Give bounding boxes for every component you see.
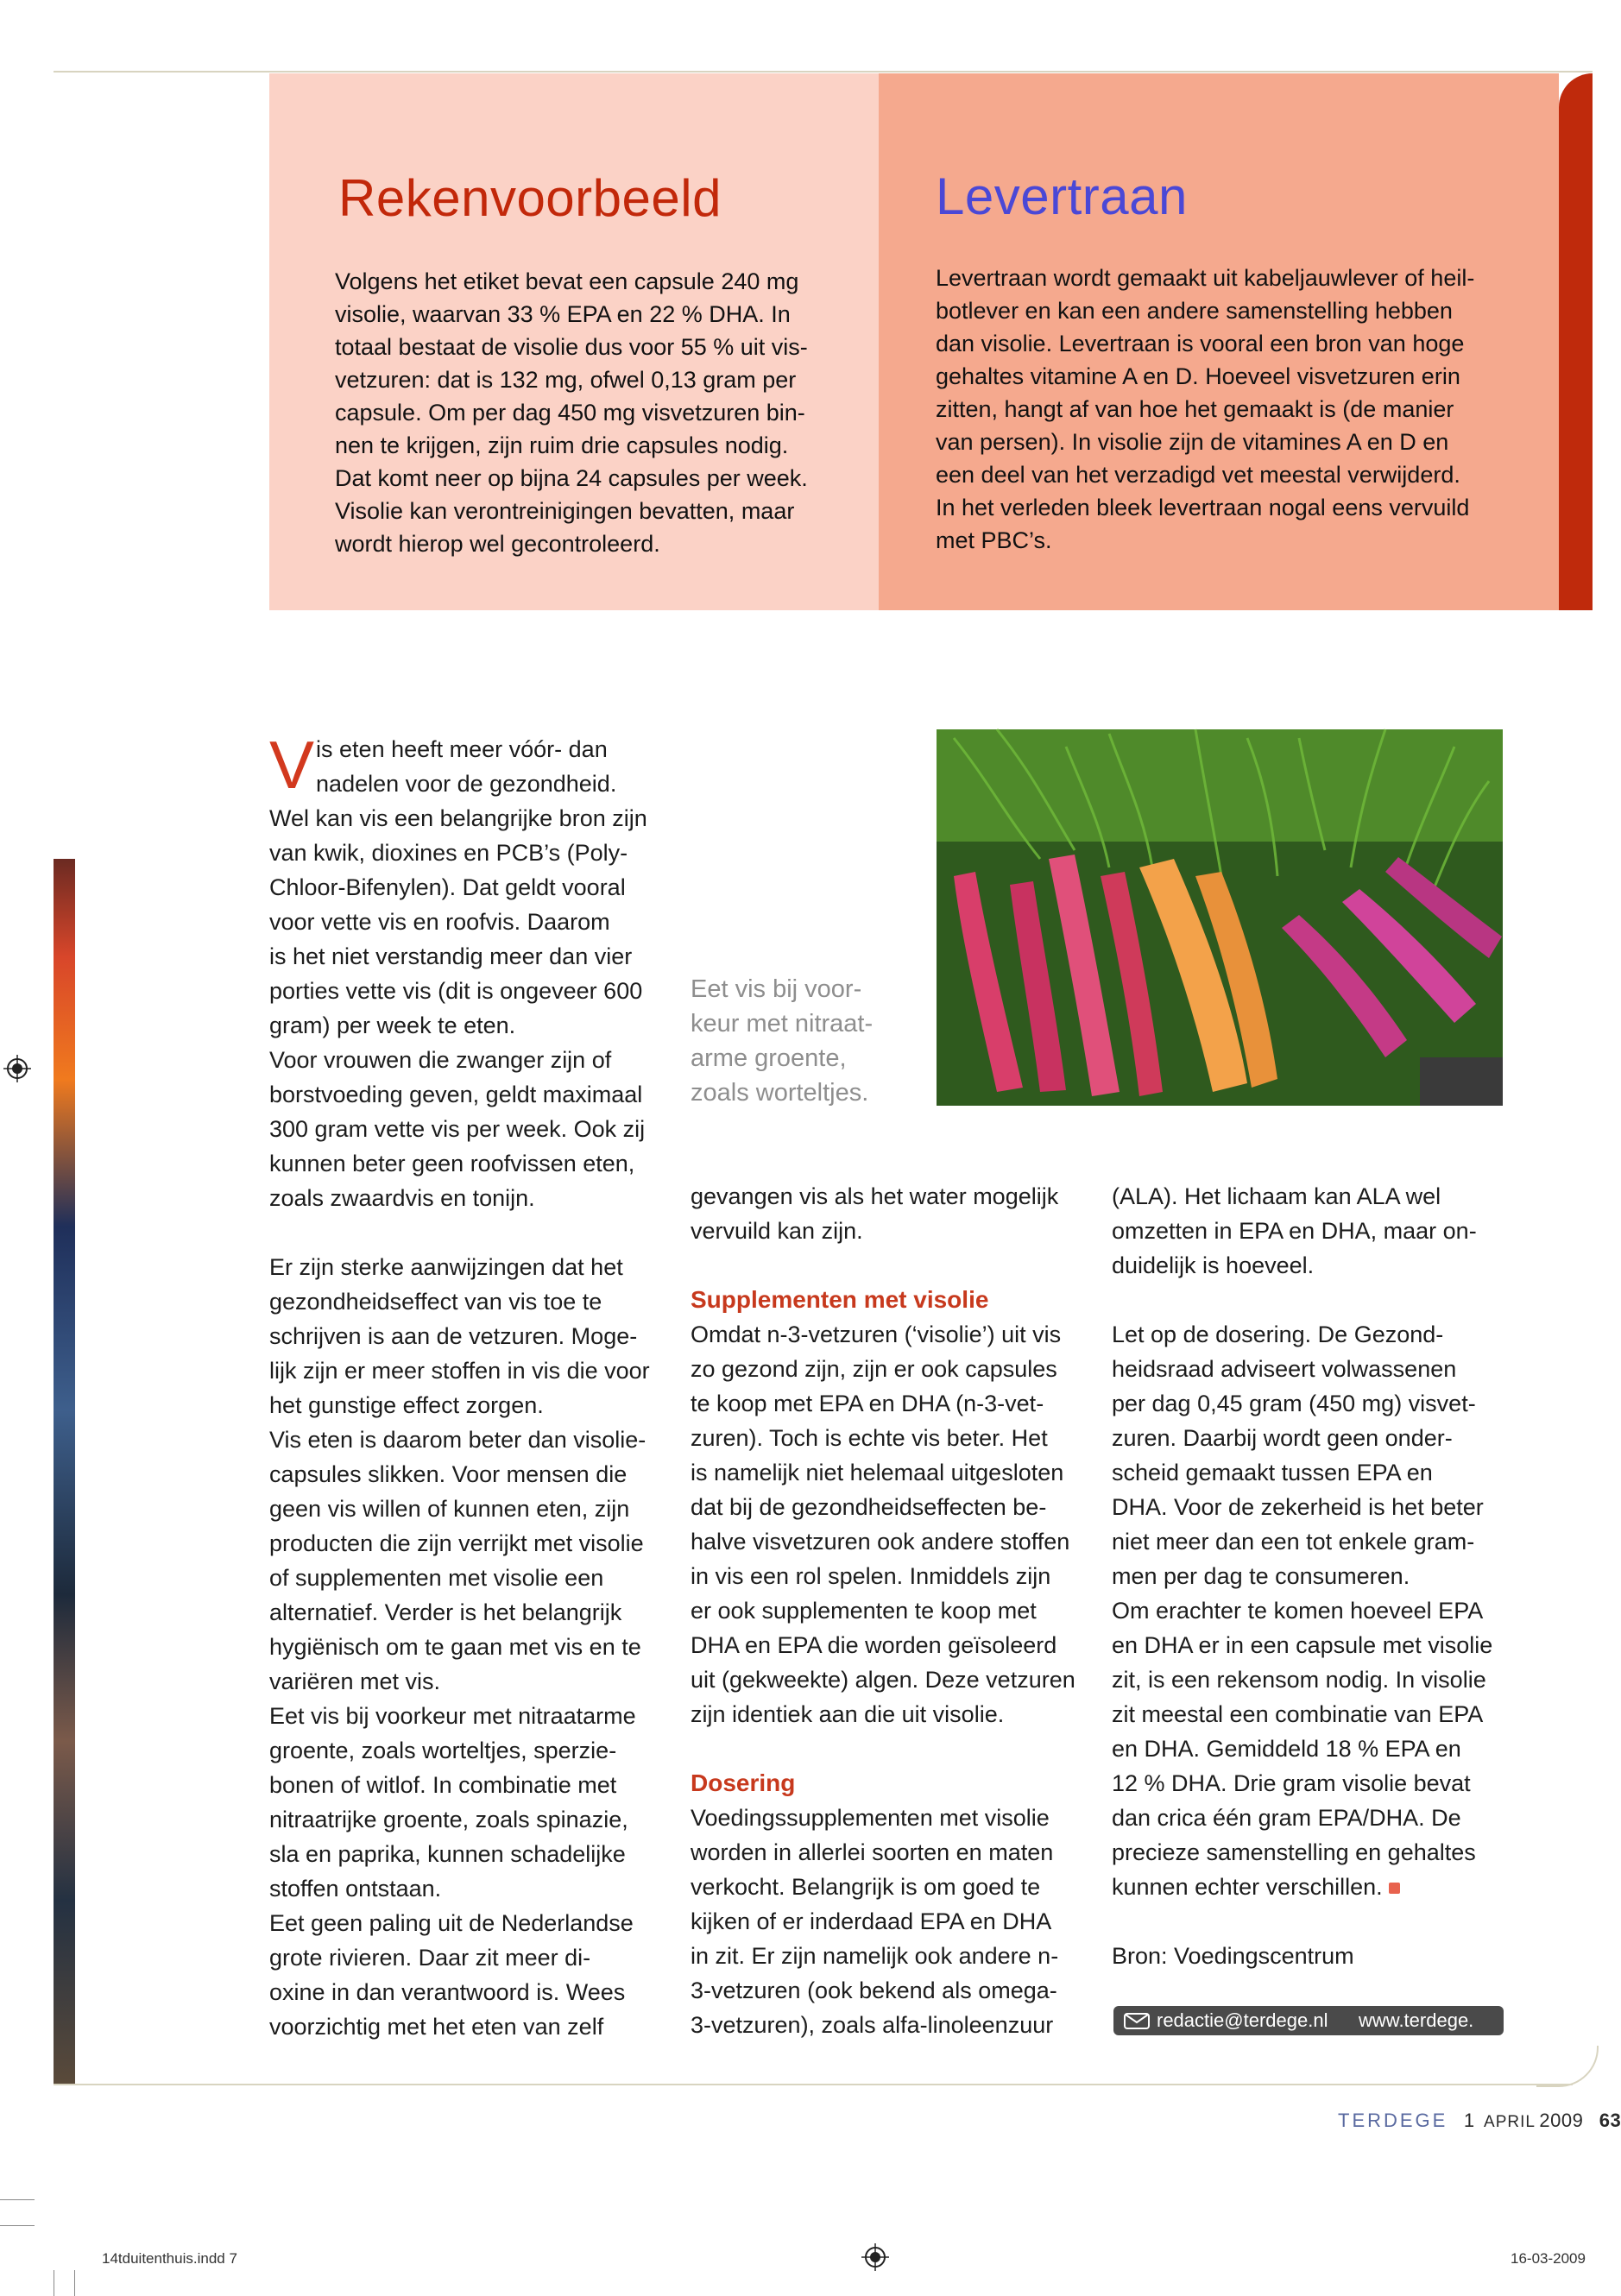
text-line: 300 gram vette vis per week. Ook zij bbox=[269, 1116, 646, 1142]
box-line: Levertraan wordt gemaakt uit kabeljauwlever of heil- bbox=[936, 265, 1475, 291]
carrots-photo bbox=[937, 729, 1503, 1106]
footer-curve bbox=[1536, 2046, 1599, 2087]
text-line: lijk zijn er meer stoffen in vis die voor bbox=[269, 1358, 650, 1384]
page-number: 63 bbox=[1599, 2110, 1621, 2131]
website-link[interactable]: www.terdege. bbox=[1359, 2009, 1474, 2031]
box-line: visolie, waarvan 33 % EPA en 22 % DHA. In bbox=[335, 301, 791, 327]
text-line: nitraatrijke groente, zoals spinazie, bbox=[269, 1807, 628, 1832]
text-line: zuren. Daarbij wordt geen onder- bbox=[1112, 1425, 1453, 1451]
text-line: stoffen ontstaan. bbox=[269, 1876, 442, 1902]
red-edge-tab bbox=[1559, 73, 1593, 610]
text-line: precieze samenstelling en gehaltes bbox=[1112, 1839, 1476, 1865]
box-line: zitten, hangt af van hoe het gemaakt is (de manier bbox=[936, 396, 1454, 422]
text-line bbox=[1112, 1870, 1526, 1904]
text-line: Wel kan vis een belangrijke bron zijn bbox=[269, 805, 647, 831]
text-line: DHA. Voor de zekerheid is het beter bbox=[1112, 1494, 1484, 1520]
text-line: Voor vrouwen die zwanger zijn of bbox=[269, 1047, 612, 1073]
subhead-dosering: Dosering bbox=[691, 1769, 796, 1796]
text-line: gevangen vis als het water mogelijk bbox=[691, 1183, 1059, 1209]
text-line: dat bij de gezondheidseffecten be- bbox=[691, 1494, 1047, 1520]
levertraan-box bbox=[879, 73, 1559, 610]
text-line: het gunstige effect zorgen. bbox=[269, 1392, 544, 1418]
pull-quote-line: Eet vis bij voor- bbox=[691, 975, 862, 1003]
text-line: variëren met vis. bbox=[269, 1668, 441, 1694]
text-line: per dag 0,45 gram (450 mg) visvet- bbox=[1112, 1391, 1476, 1416]
text-line: gezondheidseffect van vis toe te bbox=[269, 1289, 602, 1315]
text-line: in zit. Er zijn namelijk ook andere n- bbox=[691, 1943, 1059, 1969]
pull-quote-line: keur met nitraat- bbox=[691, 1010, 874, 1038]
text-line: bonen of witlof. In combinatie met bbox=[269, 1772, 617, 1798]
text-line: zit, is een rekensom nodig. In visolie bbox=[1112, 1667, 1486, 1693]
text-line: is het niet verstandig meer dan vier bbox=[269, 943, 633, 969]
text-line-inner: kunnen echter verschillen. bbox=[1112, 1874, 1383, 1900]
text-line: DHA en EPA die worden geïsoleerd bbox=[691, 1632, 1057, 1658]
box-line: In het verleden bleek levertraan nogal eens vervuild bbox=[936, 495, 1470, 520]
levertraan-body bbox=[936, 262, 1540, 557]
text-line: voorzichtig met het eten van zelf bbox=[269, 2014, 604, 2040]
text-line: zoals zwaardvis en tonijn. bbox=[269, 1185, 535, 1211]
text-line: Omdat n-3-vetzuren (‘visolie’) uit vis bbox=[691, 1321, 1062, 1347]
drop-cap: V bbox=[269, 727, 315, 803]
text-line: gram) per week te eten. bbox=[269, 1012, 516, 1038]
box-line: vetzuren: dat is 132 mg, ofwel 0,13 gram per bbox=[335, 367, 797, 393]
top-rule bbox=[54, 71, 1593, 73]
subhead-supplementen: Supplementen met visolie bbox=[691, 1286, 989, 1313]
box-line: wordt hierop wel gecontroleerd. bbox=[335, 531, 660, 557]
text-line: groente, zoals worteltjes, sperzie- bbox=[269, 1738, 617, 1763]
text-line: in vis een rol spelen. Inmiddels zijn bbox=[691, 1563, 1051, 1589]
text-line: zuren). Toch is echte vis beter. Het bbox=[691, 1425, 1048, 1451]
text-line: is namelijk niet helemaal uitgesloten bbox=[691, 1460, 1064, 1485]
text-line: Eet geen paling uit de Nederlandse bbox=[269, 1910, 634, 1936]
magazine-name: TERDEGE bbox=[1338, 2110, 1448, 2131]
text-line: Let op de dosering. De Gezond- bbox=[1112, 1321, 1444, 1347]
footer-rule bbox=[54, 2084, 1573, 2085]
box-line: dan visolie. Levertraan is vooral een bron van hoge bbox=[936, 331, 1465, 356]
text-line: borstvoeding geven, geldt maximaal bbox=[269, 1082, 643, 1107]
pull-quote-line: zoals worteltjes. bbox=[691, 1079, 869, 1107]
rekenvoorbeeld-body bbox=[335, 265, 861, 560]
text-line: Er zijn sterke aanwijzingen dat het bbox=[269, 1254, 623, 1280]
contact-bar bbox=[1113, 2006, 1504, 2035]
end-mark-icon bbox=[1389, 1883, 1400, 1894]
text-line: voor vette vis en roofvis. Daarom bbox=[269, 909, 610, 935]
text-line: van kwik, dioxines en PCB’s (Poly- bbox=[269, 840, 628, 866]
box-line: een deel van het verzadigd vet meestal verwijderd. bbox=[936, 462, 1460, 488]
text-line: hygiënisch om te gaan met vis en te bbox=[269, 1634, 641, 1660]
rekenvoorbeeld-box bbox=[269, 73, 879, 610]
pull-quote-line: arme groente, bbox=[691, 1044, 847, 1072]
crop-mark bbox=[0, 2225, 35, 2226]
text-line: Chloor-Bifenylen). Dat geldt vooral bbox=[269, 874, 626, 900]
levertraan-title: Levertraan bbox=[936, 167, 1188, 225]
pull-quote bbox=[691, 972, 889, 1110]
text-line: dan crica één gram EPA/DHA. De bbox=[1112, 1805, 1461, 1831]
text-line: niet meer dan een tot enkele gram- bbox=[1112, 1529, 1475, 1555]
text-line: Vis eten is daarom beter dan visolie- bbox=[269, 1427, 647, 1453]
text-line: vervuild kan zijn. bbox=[691, 1218, 863, 1244]
adjacent-page-strip bbox=[54, 859, 75, 2085]
box-line: nen te krijgen, zijn ruim drie capsules nodig. bbox=[335, 432, 789, 458]
text-line: er ook supplementen te koop met bbox=[691, 1598, 1037, 1624]
text-line: te koop met EPA en DHA (n-3-vet- bbox=[691, 1391, 1044, 1416]
text-line: halve visvetzuren ook andere stoffen bbox=[691, 1529, 1070, 1555]
box-line: botlever en kan een andere samenstelling hebben bbox=[936, 298, 1453, 324]
text-line: producten die zijn verrijkt met visolie bbox=[269, 1530, 644, 1556]
text-line: (ALA). Het lichaam kan ALA wel bbox=[1112, 1183, 1441, 1209]
text-line: worden in allerlei soorten en maten bbox=[691, 1839, 1054, 1865]
text-line: zit meestal een combinatie van EPA bbox=[1112, 1701, 1484, 1727]
text-line: kijken of er inderdaad EPA en DHA bbox=[691, 1908, 1052, 1934]
issue-month: APRIL bbox=[1484, 2113, 1536, 2131]
text-line: is eten heeft meer vóór- dan bbox=[316, 736, 608, 762]
box-line: capsule. Om per dag 450 mg visvetzuren bin- bbox=[335, 400, 805, 426]
box-line: Dat komt neer op bijna 24 capsules per week. bbox=[335, 465, 808, 491]
text-line: en DHA. Gemiddeld 18 % EPA en bbox=[1112, 1736, 1461, 1762]
crop-mark bbox=[0, 2199, 35, 2200]
text-line: nadelen voor de gezondheid. bbox=[316, 771, 617, 797]
text-line: kunnen beter geen roofvissen eten, bbox=[269, 1151, 635, 1176]
text-line: Om erachter te komen hoeveel EPA bbox=[1112, 1598, 1484, 1624]
issue-number: 1 bbox=[1463, 2110, 1475, 2131]
source-credit: Bron: Voedingscentrum bbox=[1112, 1943, 1354, 1969]
column-1 bbox=[269, 727, 666, 2044]
text-line: of supplementen met visolie een bbox=[269, 1565, 604, 1591]
slug-date: 16-03-2009 bbox=[1511, 2250, 1586, 2267]
text-line: grote rivieren. Daar zit meer di- bbox=[269, 1945, 591, 1971]
text-line: alternatief. Verder is het belangrijk bbox=[269, 1599, 622, 1625]
slug-filename: 14tduitenthuis.indd 7 bbox=[102, 2250, 237, 2267]
text-line: heidsraad adviseert volwassenen bbox=[1112, 1356, 1457, 1382]
text-line: duidelijk is hoeveel. bbox=[1112, 1252, 1315, 1278]
registration-mark-icon bbox=[3, 1055, 31, 1082]
text-line: 3-vetzuren), zoals alfa-linoleenzuur bbox=[691, 2012, 1054, 2038]
issue-year: 2009 bbox=[1539, 2110, 1584, 2131]
text-line: scheid gemaakt tussen EPA en bbox=[1112, 1460, 1433, 1485]
text-line: Eet vis bij voorkeur met nitraatarme bbox=[269, 1703, 636, 1729]
text-line: omzetten in EPA en DHA, maar on- bbox=[1112, 1218, 1477, 1244]
rekenvoorbeeld-title: Rekenvoorbeeld bbox=[338, 169, 722, 227]
text-line: 3-vetzuren (ook bekend als omega- bbox=[691, 1977, 1057, 2003]
text-line: zijn identiek aan die uit visolie. bbox=[691, 1701, 1005, 1727]
box-line: Volgens het etiket bevat een capsule 240 mg bbox=[335, 268, 799, 294]
page-footer bbox=[1338, 2110, 1621, 2132]
box-line: gehaltes vitamine A en D. Hoeveel visvetzuren erin bbox=[936, 363, 1460, 389]
text-line: Voedingssupplementen met visolie bbox=[691, 1805, 1050, 1831]
text-line: uit (gekweekte) algen. Deze vetzuren bbox=[691, 1667, 1075, 1693]
text-line: en DHA er in een capsule met visolie bbox=[1112, 1632, 1493, 1658]
text-line: capsules slikken. Voor mensen die bbox=[269, 1461, 628, 1487]
column-3 bbox=[1112, 1179, 1526, 1973]
column-2 bbox=[691, 1179, 1096, 2042]
text-line: sla en paprika, kunnen schadelijke bbox=[269, 1841, 626, 1867]
text-line: verkocht. Belangrijk is om goed te bbox=[691, 1874, 1041, 1900]
box-line: met PBC’s. bbox=[936, 527, 1052, 553]
box-line: totaal bestaat de visolie dus voor 55 % uit vis- bbox=[335, 334, 808, 360]
text-line: porties vette vis (dit is ongeveer 600 bbox=[269, 978, 643, 1004]
text-line: zo gezond zijn, zijn er ook capsules bbox=[691, 1356, 1057, 1382]
crop-mark bbox=[74, 2270, 75, 2296]
email-link[interactable]: redactie@terdege.nl bbox=[1157, 2009, 1328, 2031]
text-line: 12 % DHA. Drie gram visolie bevat bbox=[1112, 1770, 1471, 1796]
mail-icon bbox=[1124, 2013, 1150, 2029]
text-line: geen vis willen of kunnen eten, zijn bbox=[269, 1496, 630, 1522]
text-line: men per dag te consumeren. bbox=[1112, 1563, 1410, 1589]
box-line: van persen). In visolie zijn de vitamines A en D en bbox=[936, 429, 1449, 455]
text-line: schrijven is aan de vetzuren. Moge- bbox=[269, 1323, 638, 1349]
registration-mark-icon bbox=[861, 2243, 889, 2271]
text-line: oxine in dan verantwoord is. Wees bbox=[269, 1979, 626, 2005]
box-line: Visolie kan verontreinigingen bevatten, maar bbox=[335, 498, 795, 524]
